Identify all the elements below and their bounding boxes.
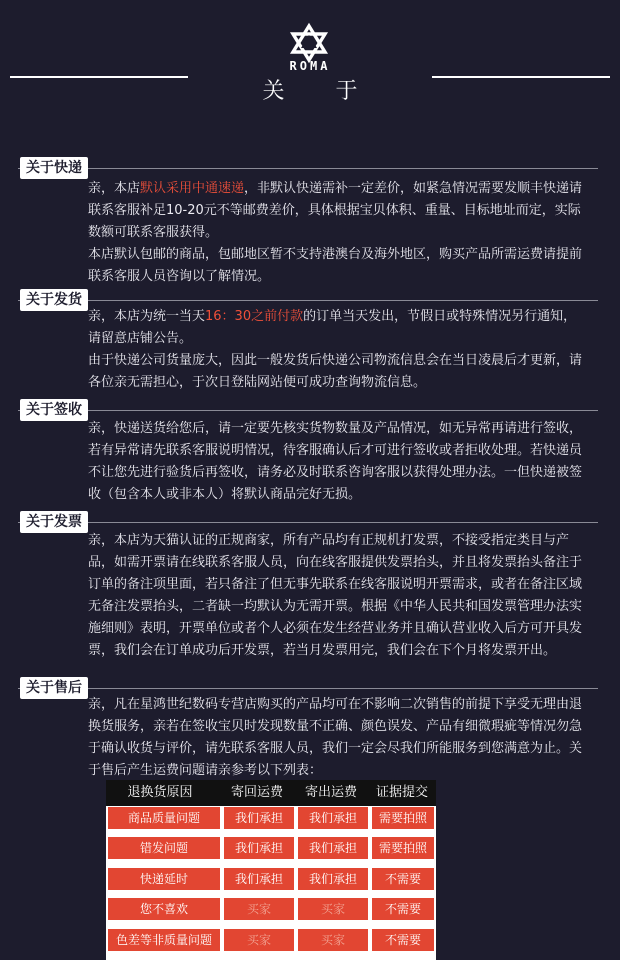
section-paragraph: 亲，凡在星鸿世纪数码专营店购买的产品均可在不影响二次销售的前提下享受无理由退换货服务，亲若在签收宝贝时发现数量不正确、颜色误发、产品有细微瑕疵等情况勿急于确认收货与评价，请先联系客服人员，我们一定会尽我们所能服务到您满意为止。关于售后产生运费问题请亲参考以下列表： [88,697,583,778]
section-divider [18,410,598,411]
section-paragraph: 亲，本店默认采用中通速递，非默认快递需补一定差价，如紧急情况需要发顺丰快递请联系客服补足10-20元不等邮费差价，具体根据宝贝体积、重量、目标地址而定，实际数额可联系客服获得。 [88,181,583,240]
table-cell: 我们承担 [298,807,368,829]
table-cell: 我们承担 [224,837,294,859]
section-divider [18,522,598,523]
table-cell: 需要拍照 [372,807,434,829]
table-header-cell: 寄回运费 [230,785,283,800]
table-cell: 我们承担 [298,837,368,859]
table-cell: 我们承担 [224,868,294,890]
table-header-cell: 寄出运费 [304,785,357,800]
section-tag: 关于发货 [20,289,88,311]
table-cell: 色差等非质量问题 [108,929,220,951]
shipping-fee-table [106,780,436,960]
section-tag: 关于售后 [20,677,88,699]
section-paragraph: 亲，快递送货给您后，请一定要先核实货物数量及产品情况，如无异常再请进行签收，若有异常请先联系客服说明情况，待客服确认后才可进行签收或者拒收处理。若快递员不让您先进行验货后再签收，请务必及时联系咨询客服以获得处理办法。一但快递被签收（包含本人或非本人）将默认商品完好无损。 [88,421,583,502]
table-header-cell: 退换货原因 [127,785,193,800]
section-divider [18,168,598,169]
table-cell: 商品质量问题 [108,807,220,829]
section-divider [18,688,598,689]
table-cell: 错发问题 [108,837,220,859]
section-paragraph: 亲，本店为天猫认证的正规商家，所有产品均有正规机打发票，不接受指定类目与产品，如需开票请在线联系客服人员，向在线客服提供发票抬头，并且将发票抬头备注于订单的备注项里面，若只备注了但无事先联系在线客服说明开票需求，或者在备注区域无备注发票抬头，二者缺一均默认为无需开票。根据《中华人民共和国发票管理办法实施细则》表明，开票单位或者个人必须在发生经营业务并且确认营业收入后方可开具发票，我们会在订单成功后开发票，若当月发票用完，我们会在下个月将发票开出。 [88,533,583,658]
table-cell: 快递延时 [108,868,220,890]
page-header [0,0,620,110]
table-cell: 买家 [298,929,368,951]
table-cell: 不需要 [372,898,434,920]
brand-name: ROMA [289,59,331,73]
table-cell: 不需要 [372,868,434,890]
section-paragraph: 本店默认包邮的商品，包邮地区暂不支持港澳台及海外地区，购买产品所需运费请提前联系客服人员咨询以了解情况。 [88,247,583,284]
page-title: 关 于 [262,79,380,104]
table-cell: 买家 [224,898,294,920]
highlight-text: 16：30之前付款 [205,309,304,324]
section-tag: 关于签收 [20,399,88,421]
section-tag: 关于发票 [20,511,88,533]
table-cell: 我们承担 [298,868,368,890]
highlight-text: 默认采用中通速递 [140,181,245,196]
section-paragraph: 由于快递公司货量庞大，因此一般发货后快递公司物流信息会在当日凌晨后才更新，请各位亲无需担心，于次日登陆网站便可成功查询物流信息。 [88,353,583,390]
table-header-cell: 证据提交 [375,785,428,800]
table-cell: 不需要 [372,929,434,951]
section-tag: 关于快递 [20,157,88,179]
table-cell: 需要拍照 [372,837,434,859]
roma-logo-icon [288,22,330,64]
table-cell: 我们承担 [224,807,294,829]
section-paragraph: 亲，本店为统一当天16：30之前付款的订单当天发出，节假日或特殊情况另行通知，请留意店铺公告。 [88,309,577,346]
section-divider [18,300,598,301]
table-cell: 买家 [298,898,368,920]
table-header-row [106,780,436,806]
table-cell: 您不喜欢 [108,898,220,920]
table-cell: 买家 [224,929,294,951]
